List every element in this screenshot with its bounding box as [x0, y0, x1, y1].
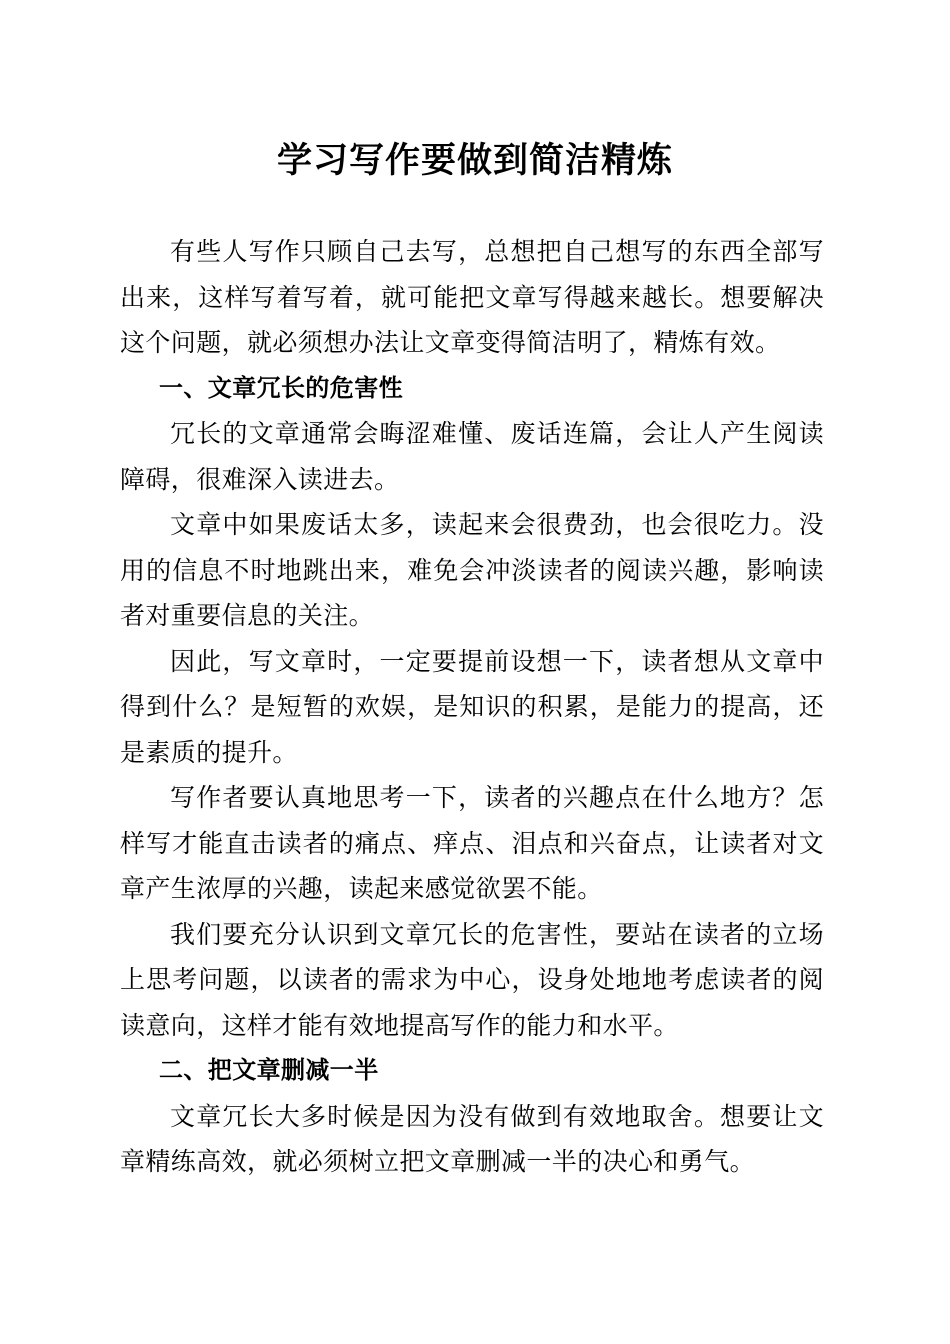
document-title: 学习写作要做到简洁精炼	[276, 140, 673, 181]
document-body	[120, 229, 824, 1185]
paragraph: 我们要充分认识到文章冗长的危害性，要站在读者的立场上思考问题，以读者的需求为中心，设身处地地考虑读者的阅读意向，这样才能有效地提高写作的能力和水平。	[120, 919, 824, 1040]
paragraph: 冗长的文章通常会晦涩难懂、废话连篇，会让人产生阅读障碍，很难深入读进去。	[120, 419, 824, 494]
paragraph-intro: 有些人写作只顾自己去写，总想把自己想写的东西全部写出来，这样写着写着，就可能把文章写得越来越长。想要解决这个问题，就必须想办法让文章变得简洁明了，精炼有效。	[120, 237, 824, 357]
paragraph: 写作者要认真地思考一下，读者的兴趣点在什么地方？怎样写才能直击读者的痛点、痒点、泪点和兴奋点，让读者对文章产生浓厚的兴趣，读起来感觉欲罢不能。	[120, 783, 824, 903]
paragraph: 文章中如果废话太多，读起来会很费劲，也会很吃力。没用的信息不时地跳出来，难免会冲淡读者的阅读兴趣，影响读者对重要信息的关注。	[120, 510, 824, 630]
section-heading-1: 一、文章冗长的危害性	[159, 373, 403, 402]
section-heading-2: 二、把文章删减一半	[159, 1056, 379, 1084]
paragraph: 文章冗长大多时候是因为没有做到有效地取舍。想要让文章精练高效，就必须树立把文章删减一半的决心和勇气。	[120, 1101, 824, 1176]
paragraph: 因此，写文章时，一定要提前设想一下，读者想从文章中得到什么？是短暂的欢娱，是知识的积累，是能力的提高，还是素质的提升。	[120, 646, 824, 767]
